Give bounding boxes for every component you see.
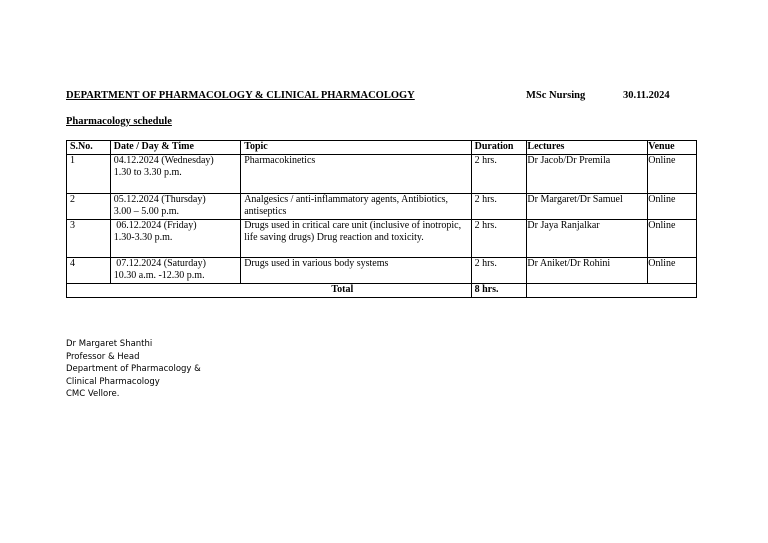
department-title: DEPARTMENT OF PHARMACOLOGY & CLINICAL PHARMACOLOGY: [66, 90, 415, 101]
cell-duration: 2 hrs.: [471, 219, 527, 257]
cell-topic: Analgesics / anti-inflammatory agents, Antibiotics, antiseptics: [241, 193, 471, 219]
cell-date-day: 06.12.2024 (Friday): [113, 219, 197, 231]
cell-sno: 4: [67, 257, 111, 283]
document-date: 30.11.2024: [623, 90, 670, 101]
cell-duration: 2 hrs.: [471, 154, 527, 193]
column-header-sno: S.No.: [67, 141, 111, 155]
cell-date: [110, 193, 240, 219]
cell-venue: Online: [648, 154, 697, 193]
cell-lecturers: Dr Aniket/Dr Rohini: [527, 257, 648, 283]
signatory-institution: CMC Vellore.: [66, 389, 120, 399]
total-label: Total: [67, 283, 472, 297]
cell-topic: Drugs used in critical care unit (inclusive of inotropic, life saving drugs) Drug reaction and toxicity.: [241, 219, 471, 257]
cell-date-time: 3.00 – 5.00 p.m.: [113, 206, 180, 217]
total-duration: 8 hrs.: [471, 283, 527, 297]
cell-date-time: 10.30 a.m. -12.30 p.m.: [113, 270, 205, 281]
schedule-table: [66, 140, 697, 298]
cell-date-day: 04.12.2024 (Wednesday): [113, 154, 214, 166]
cell-date: [110, 257, 240, 283]
column-header-duration: Duration: [471, 141, 527, 155]
schedule-subtitle: Pharmacology schedule: [66, 116, 172, 127]
cell-date: [110, 219, 240, 257]
cell-sno: 3: [67, 219, 111, 257]
cell-topic: Pharmacokinetics: [241, 154, 471, 193]
cell-date-time: 1.30 to 3.30 p.m.: [113, 167, 182, 178]
column-header-venue: Venue: [648, 141, 697, 155]
cell-venue: Online: [648, 257, 697, 283]
cell-topic: Drugs used in various body systems: [241, 257, 471, 283]
signature-block: [66, 338, 201, 401]
table-header-row: [67, 141, 697, 155]
total-empty-cell: [527, 283, 697, 297]
cell-duration: 2 hrs.: [471, 193, 527, 219]
signatory-department-line2: Clinical Pharmacology: [66, 376, 160, 387]
cell-date-day: 07.12.2024 (Saturday): [113, 257, 206, 269]
signatory-name: Dr Margaret Shanthi: [66, 339, 153, 349]
table-row: [67, 257, 697, 283]
signatory-title: Professor & Head: [66, 351, 140, 362]
signatory-department-line1: Department of Pharmacology &: [66, 364, 201, 374]
course-name: MSc Nursing: [526, 90, 586, 101]
table-row: [67, 219, 697, 257]
cell-date: [110, 154, 240, 193]
column-header-lectures: Lectures: [527, 141, 648, 155]
table-row: [67, 154, 697, 193]
cell-lecturers: Dr Jaya Ranjalkar: [527, 219, 648, 257]
column-header-date: Date / Day & Time: [110, 141, 240, 155]
document-header: [66, 90, 706, 104]
table-total-row: [67, 283, 697, 297]
column-header-topic: Topic: [241, 141, 471, 155]
cell-date-time: 1.30-3.30 p.m.: [113, 232, 173, 243]
cell-sno: 1: [67, 154, 111, 193]
cell-venue: Online: [648, 193, 697, 219]
cell-sno: 2: [67, 193, 111, 219]
cell-date-day: 05.12.2024 (Thursday): [113, 193, 206, 205]
cell-lecturers: Dr Margaret/Dr Samuel: [527, 193, 648, 219]
cell-venue: Online: [648, 219, 697, 257]
cell-duration: 2 hrs.: [471, 257, 527, 283]
cell-lecturers: Dr Jacob/Dr Premila: [527, 154, 648, 193]
table-row: [67, 193, 697, 219]
